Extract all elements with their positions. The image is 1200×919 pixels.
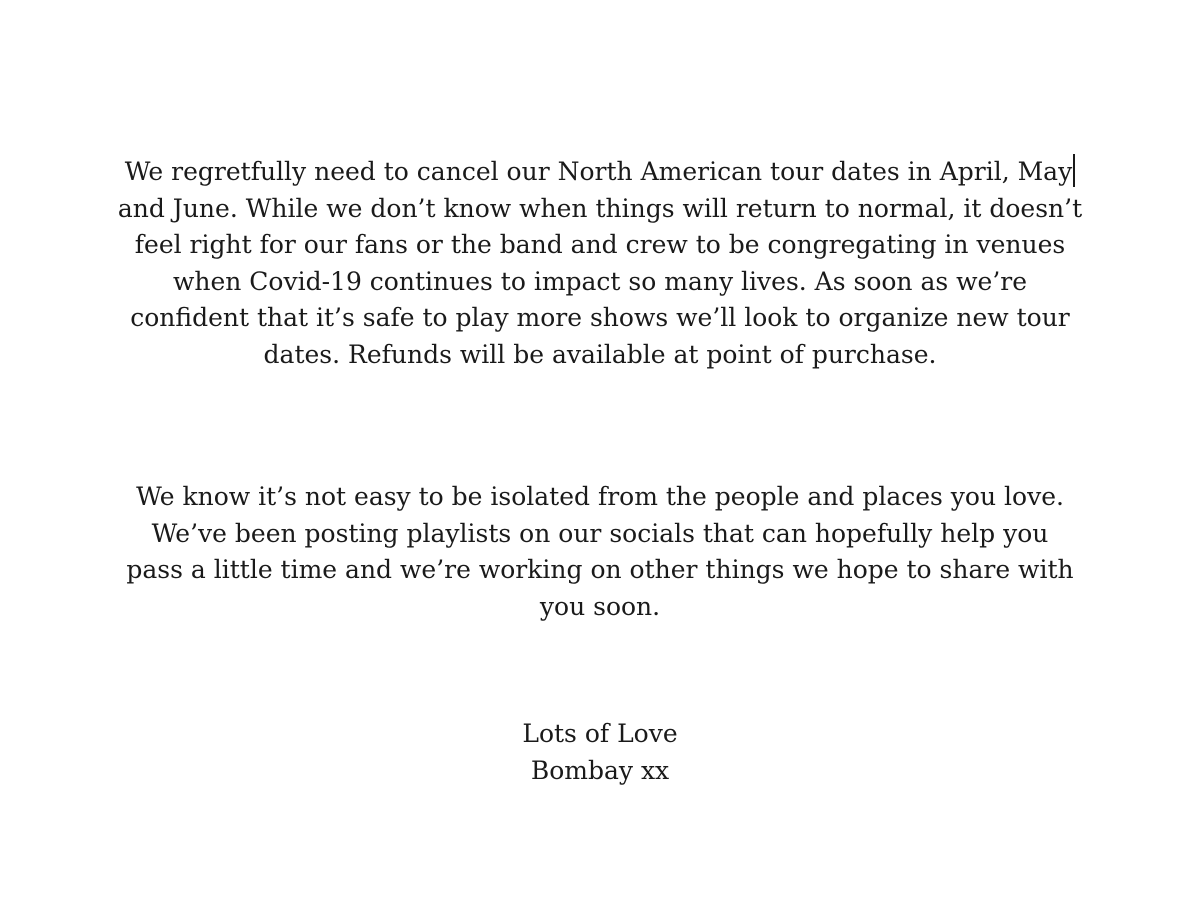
closing-line: Lots of Love xyxy=(522,719,678,748)
signature-line: Bombay xx xyxy=(530,755,670,785)
paragraph-tour-cancellation xyxy=(0,154,1200,373)
text-line: feel right for our fans or the band and crew to be congregating in venues xyxy=(134,230,1066,259)
text-line: confident that it’s safe to play more shows we’ll look to organize new tour xyxy=(130,303,1070,332)
signoff xyxy=(0,716,1200,789)
text-line xyxy=(0,154,1200,191)
text-line: pass a little time and we’re working on other things we hope to share with xyxy=(126,555,1074,584)
text-line: dates. Refunds will be available at point of purchase. xyxy=(263,339,937,369)
text-line: We know it’s not easy to be isolated from the people and places you love. xyxy=(136,482,1064,511)
text-line: you soon. xyxy=(539,591,661,621)
text-line: We’ve been posting playlists on our socials that can hopefully help you xyxy=(151,518,1049,548)
paragraph-isolation-message xyxy=(0,479,1200,625)
text-line: when Covid-19 continues to impact so many lives. As soon as we’re xyxy=(172,266,1028,296)
text-cursor xyxy=(1073,154,1075,187)
text-line-content: We regretfully need to cancel our North American tour dates in April, May xyxy=(124,157,1073,186)
text-line: and June. While we don’t know when things will return to normal, it doesn’t xyxy=(117,193,1083,223)
